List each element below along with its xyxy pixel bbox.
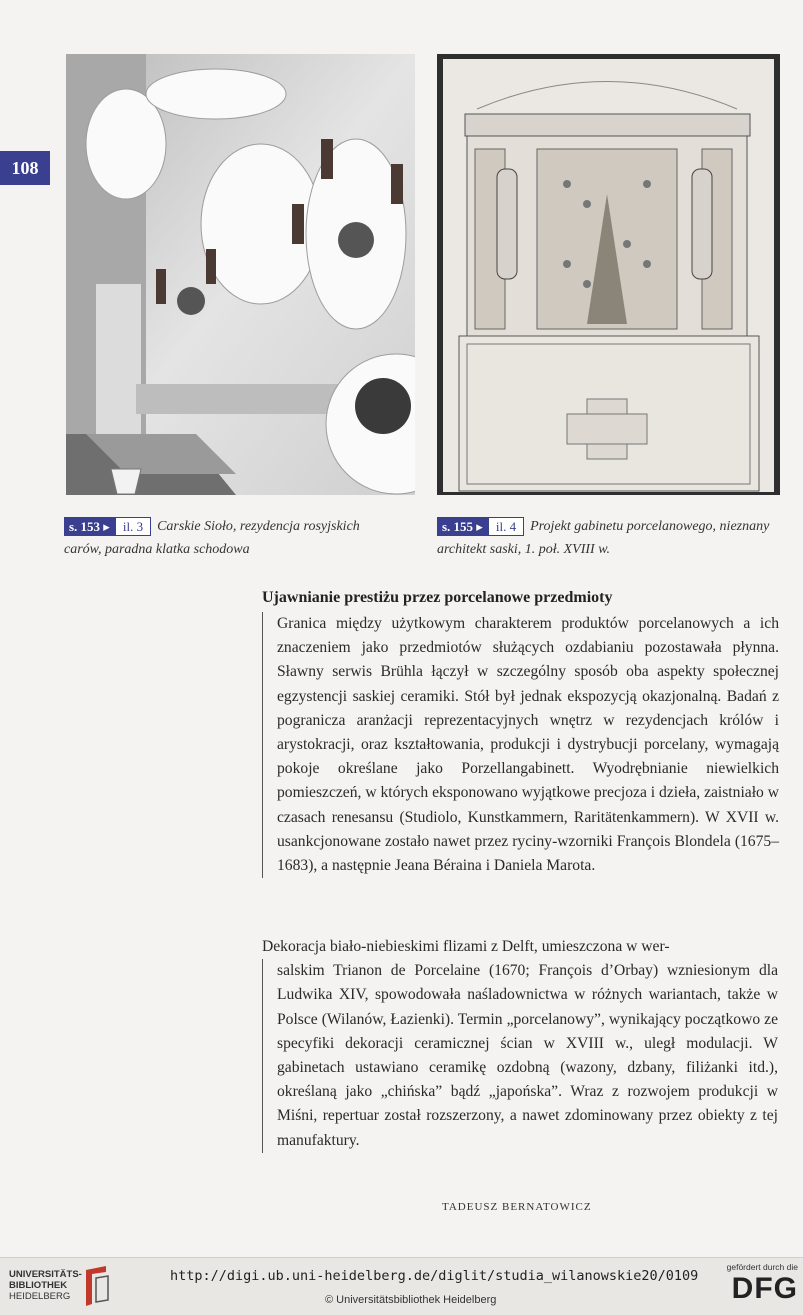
figure-left-caption <box>64 515 394 561</box>
copyright-text: © Universitätsbibliothek Heidelberg <box>325 1294 497 1306</box>
paragraph-2-rest: salskim Trianon de Porcelaine (1670; François d’Orbay) wzniesionym dla Ludwika XIV, spowodowała naśladownictwa w różnych wariantach, także w Polsce (Wilanów, Łazienki). Termin „porcelanowy”, wynikający początkowo ze specyfiki dekoracji ceramicznej ścian w XVIII w., uległ modulacji. W gabinetach ustawiano ceramikę ozdobną (wazony, dzbany, filiżanki itd.), określaną jako „chińska” bądź „japońska”. Wraz z rozwojem produkcji w Miśni, repertuar został rozszerzony, a nawet zdominowany przez obiekty z tej manufaktury. <box>262 959 778 1153</box>
cabinet-drawing-image <box>437 54 780 495</box>
cabinet-drawing <box>437 54 780 495</box>
library-line-2: BIBLIOTHEK <box>9 1280 68 1291</box>
page-number: 108 <box>11 157 39 178</box>
section-title: Ujawnianie prestiżu przez porcelanowe przedmioty <box>262 589 613 606</box>
figure-right-caption <box>437 515 782 561</box>
sponsor-label: gefördert durch die <box>726 1262 798 1272</box>
page-ref-badge: s. 155 ▸ <box>437 517 488 536</box>
library-logo-icon <box>82 1264 112 1308</box>
dfg-logo: DFG <box>731 1272 798 1305</box>
library-logo-text <box>9 1269 82 1302</box>
paragraph-2 <box>262 935 778 1153</box>
staircase-photo-image <box>66 54 415 495</box>
paragraph-2-first-line: Dekoracja biało-niebieskimi flizami z Delft, umieszczona w wer- <box>262 938 670 955</box>
library-line-1: UNIVERSITÄTS- <box>9 1269 82 1280</box>
page-ref-badge: s. 153 ▸ <box>64 517 115 536</box>
figure-right-ref[interactable] <box>437 517 524 536</box>
paragraph-1: Granica między użytkowym charakterem produktów porcelanowych a ich znaczeniem jako przedmiotów służących ozdabianiu pozostawała płynna. Sławny serwis Brühla łączył w szczególny sposób oba aspekty społecznej egzystencji saskiej ceramiki. Stół był jednak ekspozycją okazjonalną. Badań z pogranicza aranżacji reprezentacyjnych wnętrz w rezydencjach królów i arystokracji, oraz kształtowania, produkcji i dystrybucji porcelany, wymagają pokoje określane jako Porzellangabinett. Wyodrębnianie niewielkich pomieszczeń, w których eksponowano wyjątkowe precjoza i dzieła, zaistniało w czasach renesansu (Studiolo, Kunstkammern, Raritätenkammern). W XVII w. usankcjonowane zostało nawet przez ryciny-wzorniki François Blondela (1675–1683), a następnie Jeana Béraina i Daniela Marota. <box>262 612 779 878</box>
figure-right-caption-text: Projekt gabinetu porcelanowego, nieznany architekt saski, 1. poł. XVIII w. <box>437 519 770 557</box>
figure-left-ref[interactable] <box>64 517 151 536</box>
illustration-ref-badge: il. 4 <box>488 517 524 536</box>
footer-bar <box>0 1257 803 1315</box>
author-name: TADEUSZ BERNATOWICZ <box>442 1201 592 1213</box>
document-url[interactable]: http://digi.ub.uni-heidelberg.de/diglit/studia_wilanowskie20/0109 <box>170 1268 699 1284</box>
page-number-tab <box>0 151 50 185</box>
library-line-3: HEIDELBERG <box>9 1291 71 1302</box>
illustration-ref-badge: il. 3 <box>115 517 151 536</box>
dfg-sponsor <box>708 1262 798 1306</box>
figure-left-caption-text: Carskie Sioło, rezydencja rosyjskich carów, paradna klatka schodowa <box>64 519 360 557</box>
staircase-photo <box>66 54 415 495</box>
